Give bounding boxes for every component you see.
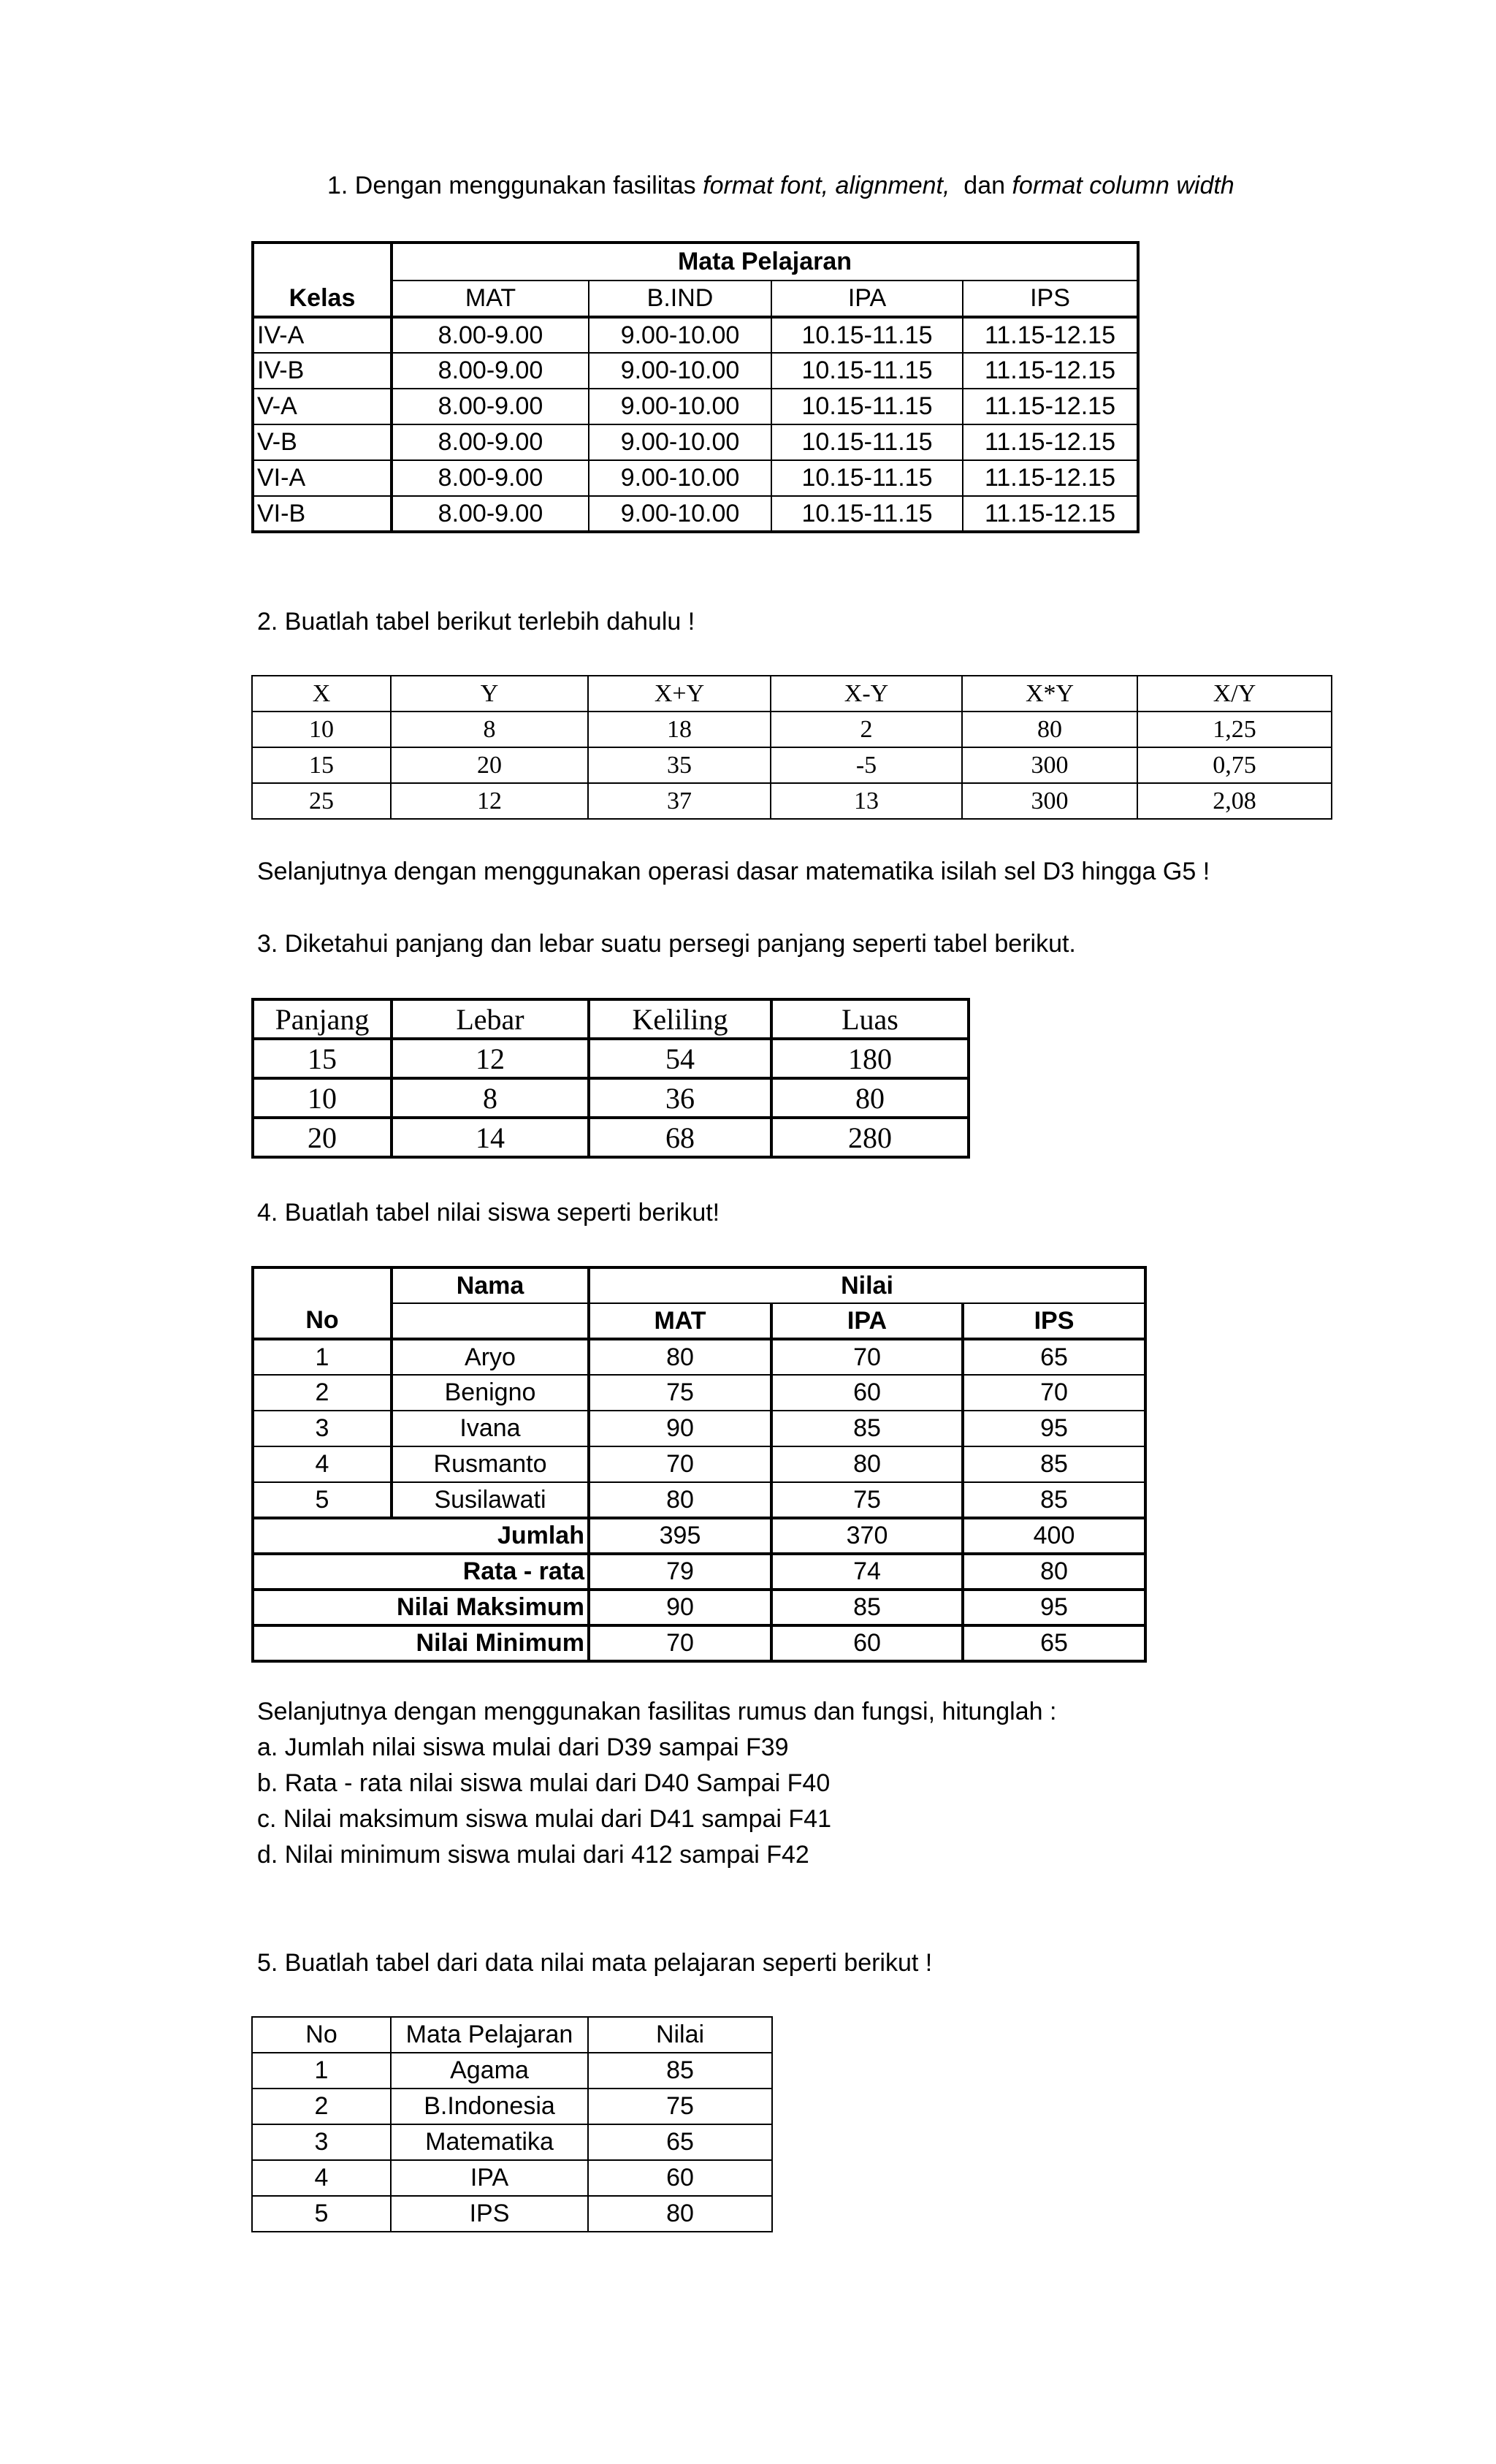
kelas-cell: IV-B [253,353,392,389]
column-header: Nilai [588,2017,772,2053]
name-cell: Aryo [392,1339,589,1375]
time-cell: 9.00-10.00 [589,353,771,389]
summary-value: 80 [963,1554,1145,1590]
column-header: Mata Pelajaran [391,2017,588,2053]
time-cell: 8.00-9.00 [392,460,589,496]
table-row [252,2196,772,2232]
q4-followup-line: c. Nilai maksimum siswa mulai dari D41 sampai F41 [257,1805,832,1833]
column-header: X+Y [588,676,771,712]
summary-row [253,1590,1145,1625]
kelas-cell: VI-A [253,460,392,496]
q1-instruction: 1. Dengan menggunakan fasilitas format font, alignment, dan format column width [327,172,1234,199]
table-cell: 80 [771,1078,969,1118]
score-cell: 60 [771,1375,963,1411]
table-cell: 2 [252,2089,391,2124]
table-cell: 18 [588,712,771,747]
table-cell: 12 [391,783,588,819]
table-cell: Agama [391,2053,588,2089]
time-cell: 10.15-11.15 [771,389,963,424]
score-cell: 70 [589,1446,771,1482]
table-cell: 1 [252,2053,391,2089]
table-cell: 8 [391,712,588,747]
q4-followup-line: b. Rata - rata nilai siswa mulai dari D40 Sampai F40 [257,1769,831,1797]
column-header: IPA [771,281,963,317]
table-cell: 8 [392,1078,589,1118]
score-cell: 70 [963,1375,1145,1411]
table-cell: 75 [588,2089,772,2124]
table-row [252,712,1332,747]
column-header: MAT [392,281,589,317]
table-cell: 80 [588,2196,772,2232]
score-cell: 85 [963,1446,1145,1482]
table-cell: 2 [771,712,962,747]
score-cell: 80 [589,1339,771,1375]
subject-header: IPS [963,1303,1145,1339]
kelas-cell: V-B [253,424,392,460]
table-row [253,1446,1145,1482]
header-mata-pelajaran: Mata Pelajaran [392,243,1138,281]
summary-value: 370 [771,1518,963,1554]
table-cell: 37 [588,783,771,819]
column-header: X*Y [962,676,1137,712]
column-header: B.IND [589,281,771,317]
no-cell: 4 [253,1446,392,1482]
no-cell: 2 [253,1375,392,1411]
table-cell: 36 [589,1078,771,1118]
table-cell: 300 [962,747,1137,783]
table-cell: 4 [252,2160,391,2196]
table-cell: B.Indonesia [391,2089,588,2124]
table-cell: 10 [252,712,391,747]
table-row [253,317,1138,353]
table-row [252,2053,772,2089]
column-header: No [252,2017,391,2053]
table-cell: 280 [771,1118,969,1157]
time-cell: 11.15-12.15 [963,317,1138,353]
table-cell: Matematika [391,2124,588,2160]
table-cell: 80 [962,712,1137,747]
summary-label: Jumlah [253,1518,589,1554]
time-cell: 11.15-12.15 [963,496,1138,532]
time-cell: 9.00-10.00 [589,389,771,424]
header-nama: Nama [392,1267,589,1303]
column-header: Luas [771,999,969,1039]
summary-label: Nilai Maksimum [253,1590,589,1625]
table-row [253,1118,969,1157]
table-cell: 0,75 [1137,747,1332,783]
summary-label: Rata - rata [253,1554,589,1590]
header-no: No [253,1303,392,1339]
table-row [253,1339,1145,1375]
table-cell: 3 [252,2124,391,2160]
column-header: X/Y [1137,676,1332,712]
student-grade-table [251,1266,1147,1663]
table-row [253,1375,1145,1411]
q4-followup-line: a. Jumlah nilai siswa mulai dari D39 sampai F39 [257,1733,789,1761]
summary-row [253,1625,1145,1661]
table-cell: 10 [253,1078,392,1118]
table-row [253,1078,969,1118]
time-cell: 11.15-12.15 [963,460,1138,496]
score-cell: 85 [771,1411,963,1446]
time-cell: 9.00-10.00 [589,460,771,496]
summary-value: 74 [771,1554,963,1590]
q4-followup-line: d. Nilai minimum siswa mulai dari 412 sampai F42 [257,1841,809,1869]
header-empty-cell [253,1267,392,1303]
score-cell: 70 [771,1339,963,1375]
score-cell: 75 [771,1482,963,1518]
table-cell: 180 [771,1039,969,1078]
column-header: Panjang [253,999,392,1039]
name-cell: Rusmanto [392,1446,589,1482]
time-cell: 9.00-10.00 [589,496,771,532]
no-cell: 5 [253,1482,392,1518]
table-cell: IPS [391,2196,588,2232]
table-cell: 14 [392,1118,589,1157]
table-cell: -5 [771,747,962,783]
header-empty-cell [392,1303,589,1339]
summary-value: 70 [589,1625,771,1661]
score-cell: 80 [771,1446,963,1482]
time-cell: 9.00-10.00 [589,317,771,353]
time-cell: 8.00-9.00 [392,496,589,532]
kelas-cell: IV-A [253,317,392,353]
table-row [253,460,1138,496]
subject-score-table [251,2016,773,2232]
summary-value: 95 [963,1590,1145,1625]
q5-instruction: 5. Buatlah tabel dari data nilai mata pelajaran seperti berikut ! [257,1949,933,1977]
table-cell: 60 [588,2160,772,2196]
summary-value: 85 [771,1590,963,1625]
table-row [253,496,1138,532]
time-cell: 8.00-9.00 [392,424,589,460]
column-header: X [252,676,391,712]
table-cell: 35 [588,747,771,783]
summary-row [253,1554,1145,1590]
time-cell: 10.15-11.15 [771,317,963,353]
table-row [253,1039,969,1078]
time-cell: 8.00-9.00 [392,317,589,353]
score-cell: 75 [589,1375,771,1411]
schedule-table [251,241,1140,533]
table-row [252,2124,772,2160]
summary-value: 60 [771,1625,963,1661]
score-cell: 85 [963,1482,1145,1518]
name-cell: Benigno [392,1375,589,1411]
column-header: Lebar [392,999,589,1039]
table-cell: 12 [392,1039,589,1078]
table-row [253,389,1138,424]
rectangle-table [251,998,970,1159]
score-cell: 65 [963,1339,1145,1375]
table-cell: 15 [253,1039,392,1078]
summary-value: 395 [589,1518,771,1554]
q2-instruction: 2. Buatlah tabel berikut terlebih dahulu ! [257,608,695,636]
time-cell: 10.15-11.15 [771,460,963,496]
time-cell: 10.15-11.15 [771,424,963,460]
time-cell: 8.00-9.00 [392,353,589,389]
table-row [252,2089,772,2124]
table-row [253,1482,1145,1518]
time-cell: 11.15-12.15 [963,389,1138,424]
table-cell: 68 [589,1118,771,1157]
name-cell: Susilawati [392,1482,589,1518]
table-cell: 300 [962,783,1137,819]
table-cell: 20 [253,1118,392,1157]
summary-label: Nilai Minimum [253,1625,589,1661]
table-cell: IPA [391,2160,588,2196]
score-cell: 80 [589,1482,771,1518]
kelas-cell: VI-B [253,496,392,532]
q2-followup: Selanjutnya dengan menggunakan operasi dasar matematika isilah sel D3 hingga G5 ! [257,858,1210,885]
subject-header: MAT [589,1303,771,1339]
column-header: Keliling [589,999,771,1039]
table-row [253,1411,1145,1446]
xy-table [251,675,1332,820]
subject-header: IPA [771,1303,963,1339]
summary-value: 90 [589,1590,771,1625]
table-cell: 15 [252,747,391,783]
column-header: X-Y [771,676,962,712]
table-cell: 85 [588,2053,772,2089]
summary-value: 65 [963,1625,1145,1661]
kelas-cell: V-A [253,389,392,424]
table-row [252,747,1332,783]
time-cell: 8.00-9.00 [392,389,589,424]
table-row [253,353,1138,389]
time-cell: 9.00-10.00 [589,424,771,460]
time-cell: 10.15-11.15 [771,353,963,389]
table-cell: 1,25 [1137,712,1332,747]
column-header: IPS [963,281,1138,317]
table-cell: 5 [252,2196,391,2232]
column-header: Y [391,676,588,712]
header-kelas: Kelas [253,281,392,317]
time-cell: 11.15-12.15 [963,424,1138,460]
table-row [253,424,1138,460]
time-cell: 10.15-11.15 [771,496,963,532]
table-cell: 54 [589,1039,771,1078]
summary-value: 79 [589,1554,771,1590]
no-cell: 3 [253,1411,392,1446]
header-nilai: Nilai [589,1267,1145,1303]
header-row [252,676,1332,712]
table-cell: 20 [391,747,588,783]
q3-instruction: 3. Diketahui panjang dan lebar suatu persegi panjang seperti tabel berikut. [257,930,1076,958]
name-cell: Ivana [392,1411,589,1446]
time-cell: 11.15-12.15 [963,353,1138,389]
summary-value: 400 [963,1518,1145,1554]
header-empty-cell [253,243,392,281]
no-cell: 1 [253,1339,392,1375]
score-cell: 95 [963,1411,1145,1446]
q4-instruction: 4. Buatlah tabel nilai siswa seperti berikut! [257,1199,720,1227]
table-cell: 25 [252,783,391,819]
header-row [252,2017,772,2053]
q4-followup [257,1697,1056,1876]
summary-row [253,1518,1145,1554]
q4-followup-line: Selanjutnya dengan menggunakan fasilitas rumus dan fungsi, hitunglah : [257,1698,1057,1725]
score-cell: 90 [589,1411,771,1446]
table-row [252,2160,772,2196]
table-cell: 2,08 [1137,783,1332,819]
table-cell: 65 [588,2124,772,2160]
table-cell: 13 [771,783,962,819]
header-row [253,999,969,1039]
table-row [252,783,1332,819]
